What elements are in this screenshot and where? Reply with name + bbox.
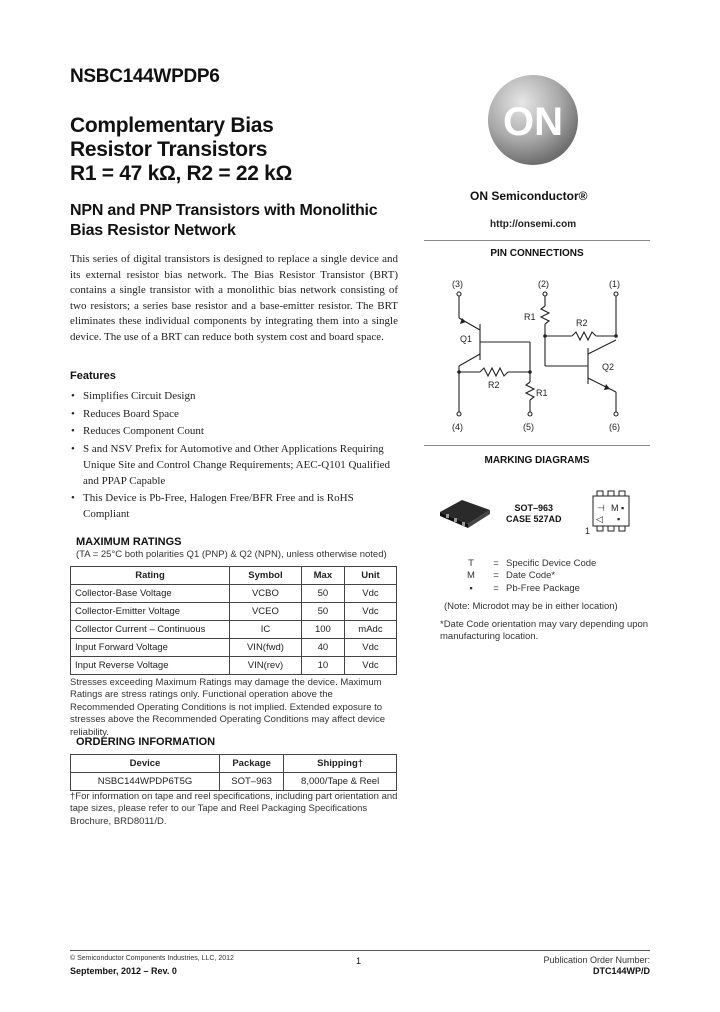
subtitle-line-2: Bias Resistor Network <box>70 222 236 239</box>
pin-label: (6) <box>609 422 620 432</box>
title-line-3: R1 = 47 kΩ, R2 = 22 kΩ <box>70 162 293 185</box>
column-header-package: Package <box>220 755 284 773</box>
brand-name: ON Semiconductor® <box>470 189 588 203</box>
legend-key: T <box>468 558 474 569</box>
legend-desc: Date Code* <box>506 570 556 582</box>
pin-label: (1) <box>609 279 620 289</box>
resistor-label: R2 <box>576 318 588 328</box>
intro-paragraph: This series of digital transistors is designed to replace a single device and its external resistor bias network. The Bias Resistor Transistor (BRT) contains a single transistor with a monolithic bias network consisting of two resistors; a series base resistor and a base-emitter resistor. The BRT eliminates these individual components by integrating them into a single device. The use of a BRT can reduce both system cost and board space. <box>70 253 398 343</box>
table-row <box>71 621 397 639</box>
publication-label: Publication Order Number: <box>543 955 650 965</box>
title-line-2: Resistor Transistors <box>70 138 268 161</box>
marking-diagram <box>583 490 643 535</box>
rating-cell: Input Forward Voltage <box>71 639 230 657</box>
publication-number: DTC144WP/D <box>592 966 650 976</box>
rating-cell: Input Reverse Voltage <box>71 657 230 675</box>
svg-text:▪: ▪ <box>621 503 625 513</box>
max-cell: 40 <box>301 639 344 657</box>
ordering-heading: ORDERING INFORMATION <box>76 736 216 748</box>
marking-text: M <box>611 503 619 513</box>
document-title <box>70 114 292 186</box>
pin-label: (3) <box>452 279 463 289</box>
subtitle-line-1: NPN and PNP Transistors with Monolithic <box>70 202 378 219</box>
feature-item: • S and NSV Prefix for Automotive and Other Applications Requiring Unique Site and Control Change Requirements; AEC-Q101 Qualified and PPAP Capable <box>70 441 400 489</box>
logo-text: ON <box>503 100 563 144</box>
max-cell: 100 <box>301 621 344 639</box>
rating-cell: Collector-Emitter Voltage <box>71 603 230 621</box>
svg-text:⊣: ⊣ <box>597 503 605 513</box>
max-ratings-table <box>70 566 397 675</box>
pin-label: (4) <box>452 422 463 432</box>
svg-text:◁: ◁ <box>596 514 603 524</box>
transistor-label: Q2 <box>602 362 615 372</box>
page-number: 1 <box>356 956 362 966</box>
legend-eq: = <box>493 558 499 569</box>
symbol-cell: VCEO <box>230 603 302 621</box>
package-name-line-1: SOT–963 <box>514 503 554 513</box>
website-url[interactable]: http://onsemi.com <box>490 219 577 230</box>
symbol-cell: IC <box>230 621 302 639</box>
symbol-cell: VIN(rev) <box>230 657 302 675</box>
package-name-line-2: CASE 527AD <box>506 514 562 524</box>
max-cell: 50 <box>301 603 344 621</box>
legend-row <box>456 570 596 582</box>
pin-connections-schematic <box>440 274 640 436</box>
feature-item: • This Device is Pb-Free, Halogen Free/BFR Free and is RoHS Compliant <box>70 490 400 522</box>
legend-row <box>456 583 596 595</box>
unit-cell: mAdc <box>344 621 396 639</box>
transistor-label: Q1 <box>460 334 473 344</box>
document-subtitle <box>70 201 378 241</box>
table-row <box>71 657 397 675</box>
marking-diagrams-heading: MARKING DIAGRAMS <box>484 455 590 466</box>
svg-text:▪: ▪ <box>617 514 621 524</box>
ordering-table <box>70 754 397 791</box>
divider <box>424 445 650 446</box>
legend-key: ▪ <box>469 582 473 594</box>
table-row <box>71 603 397 621</box>
max-cell: 10 <box>301 657 344 675</box>
legend-eq: = <box>493 570 499 582</box>
unit-cell: Vdc <box>344 603 396 621</box>
max-ratings-heading: MAXIMUM RATINGS <box>76 536 182 548</box>
features-list <box>70 388 400 524</box>
table-header-row <box>71 567 397 585</box>
max-cell: 50 <box>301 585 344 603</box>
shipping-cell: 8,000/Tape & Reel <box>284 773 397 791</box>
features-heading: Features <box>70 370 116 382</box>
column-header-rating: Rating <box>71 567 230 585</box>
symbol-cell: VCBO <box>230 585 302 603</box>
resistor-label: R2 <box>488 380 500 390</box>
on-semi-logo <box>487 74 579 166</box>
column-header-symbol: Symbol <box>230 567 302 585</box>
table-row <box>71 585 397 603</box>
rating-cell: Collector Current – Continuous <box>71 621 230 639</box>
column-header-shipping: Shipping† <box>284 755 397 773</box>
pin-label: (2) <box>538 279 549 289</box>
divider <box>424 240 650 241</box>
legend-key: M <box>467 570 475 582</box>
microdot-note: (Note: Microdot may be in either location) <box>444 601 618 612</box>
package-cell: SOT–963 <box>220 773 284 791</box>
title-line-1: Complementary Bias <box>70 114 274 137</box>
column-header-max: Max <box>301 567 344 585</box>
column-header-unit: Unit <box>344 567 396 585</box>
sot963-package-icon <box>436 492 494 532</box>
footer-divider <box>70 950 650 951</box>
copyright: © Semiconductor Components Industries, LLC, 2012 <box>70 955 234 962</box>
column-header-device: Device <box>71 755 220 773</box>
unit-cell: Vdc <box>344 585 396 603</box>
pin-label: (5) <box>523 422 534 432</box>
table-row <box>71 639 397 657</box>
symbol-cell: VIN(fwd) <box>230 639 302 657</box>
part-number: NSBC144WPDP6 <box>70 66 220 87</box>
stress-note: Stresses exceeding Maximum Ratings may damage the device. Maximum Ratings are stress ratings only. Functional operation above the Recommended Operating Conditions is not implied. Extended exposure to stresses above the Recommended Operating Conditions may affect device reliability. <box>70 677 386 738</box>
feature-item: • Reduces Component Count <box>70 423 400 439</box>
package-name <box>506 503 562 525</box>
feature-item: • Reduces Board Space <box>70 406 400 422</box>
max-ratings-note: (TA = 25°C both polarities Q1 (PNP) & Q2 (NPN), unless otherwise noted) <box>76 549 387 560</box>
revision-date: September, 2012 – Rev. 0 <box>70 966 177 976</box>
rating-cell: Collector-Base Voltage <box>71 585 230 603</box>
resistor-label: R1 <box>524 312 536 322</box>
unit-cell: Vdc <box>344 639 396 657</box>
pin-connections-heading: PIN CONNECTIONS <box>490 248 584 259</box>
ordering-note: †For information on tape and reel specifications, including part orientation and tape sizes, please refer to our Tape and Reel Packaging Specifications Brochure, BRD8011/D. <box>70 791 398 827</box>
date-code-note: *Date Code orientation may vary depending upon manufacturing location. <box>440 619 649 642</box>
table-header-row <box>71 755 397 773</box>
legend-desc: Pb-Free Package <box>506 582 580 594</box>
device-cell: NSBC144WPDP6T5G <box>71 773 220 791</box>
table-row <box>71 773 397 791</box>
resistor-label: R1 <box>536 388 548 398</box>
pin-one-label: 1 <box>585 526 591 535</box>
unit-cell: Vdc <box>344 657 396 675</box>
legend-desc: Specific Device Code <box>506 558 597 569</box>
legend-eq: = <box>493 582 499 594</box>
legend-row <box>456 558 596 570</box>
feature-item: • Simplifies Circuit Design <box>70 388 400 404</box>
marking-legend <box>456 558 596 595</box>
